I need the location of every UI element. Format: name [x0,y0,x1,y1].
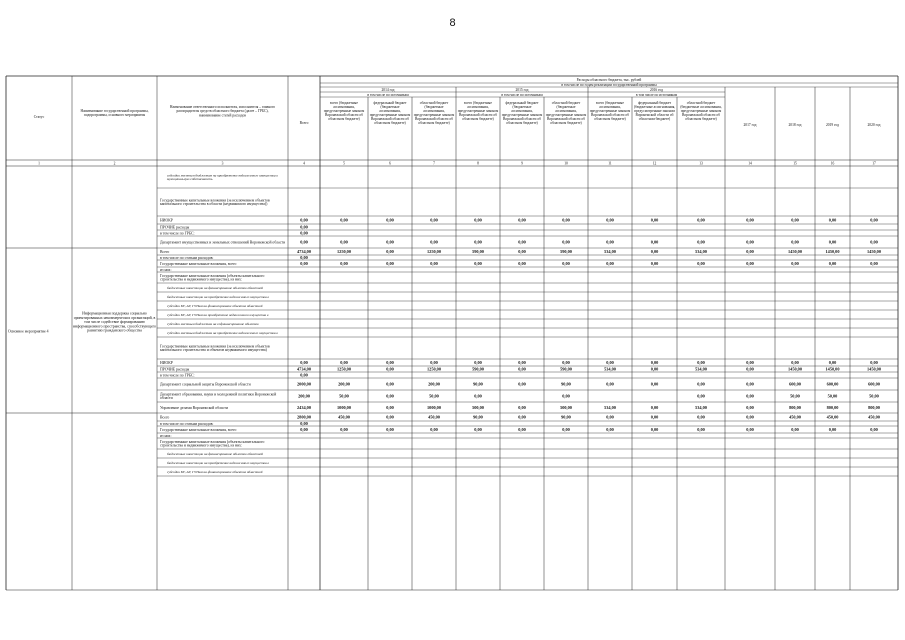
header-col-reg: (бюджетные ассигнования, [680,105,722,109]
cell-value: 0,00 [746,239,754,245]
cell-value: 0,00 [386,261,394,267]
header-funding-sub: в том числе по годам реализации государственной программы [561,83,657,87]
cell-value: 0,00 [606,217,614,223]
cell-value: 0,00 [518,405,526,411]
cell-value: 0,00 [518,360,526,366]
program-label: развитию гражданского общества [87,328,142,333]
cell-value: 0,00 [562,360,570,366]
row-label: Всего [160,415,170,420]
header-col-fed: предусмотренные законом [369,113,411,117]
cell-value: 0,00 [340,217,348,223]
header-program: Наименование государственной программы, [80,109,149,113]
cell-value: 600,00 [826,381,839,387]
cell-value: 0,00 [697,414,705,420]
header-col-all: всего (бюджетные [464,101,492,105]
cell-value: 0,00 [650,249,659,255]
cell-value: 0,00 [746,381,754,387]
header-col-reg: ассигнования, [555,109,577,113]
cell-value: 1450,00 [788,249,802,255]
header-year-2016: 2016 год [650,88,663,92]
cell-value: 0,00 [870,261,878,267]
row-label: субсидии местным бюджетам на приобретение недвижимого имущества в [167,330,278,335]
cell-value: 50,00 [339,393,349,399]
cell-value: 0,00 [474,239,482,245]
cell-value: 0,00 [746,249,754,255]
cell-value: 2434,00 [297,405,311,411]
cell-value: 0,00 [562,217,570,223]
row-label: ПРОЧИЕ расходы [160,225,190,230]
cell-value: 0,00 [791,427,799,433]
header-col-fed: (бюджетные ассигнования, [633,105,676,109]
cell-value: 0,00 [746,261,754,267]
cell-value: 2000,00 [297,381,311,387]
row-label: Государственные капитальные вложения (объекты капитального [160,439,265,444]
cell-value: 0,00 [518,414,526,420]
cell-value: 0,00 [562,427,570,433]
cell-value: 0,00 [300,224,308,230]
column-number: 8 [477,161,479,166]
cell-value: 0,00 [650,381,659,387]
header-executor: наименование статей расходов [199,113,246,118]
row-label: капитального строительства в области (недвижимого имущества)) [160,202,268,207]
header-col-all: предусмотренные законом [589,109,631,113]
cell-value: 90,00 [473,381,483,387]
header-col-reg: Воронежской области об [546,117,586,121]
cell-value: 0,00 [870,239,878,245]
column-number: 2 [113,161,116,166]
header-col-reg: предусмотренные законом [680,109,722,113]
column-number: 14 [748,161,752,166]
cell-value: 0,00 [386,249,394,255]
cell-value: 0,00 [300,261,308,267]
cell-value: 800,00 [789,405,801,411]
header-col-all: предусмотренные законом [457,109,499,113]
cell-value: 0,00 [606,414,614,420]
cell-value: 1450,00 [867,249,881,255]
cell-value: 0,00 [474,427,482,433]
header-col-reg: (бюджетные [424,105,444,109]
cell-value: 0,00 [340,360,348,366]
cell-value: 90,00 [473,414,483,420]
program-label: Информационная поддержка социально [82,311,147,316]
cell-value: 0,00 [386,360,394,366]
cell-value: 0,00 [746,360,754,366]
cell-value: 0,00 [791,261,799,267]
row-label: капитального строительства и объектов недвижимого имущества) [160,348,267,353]
row-label: строительства и недвижимого имущества), из них: [160,277,243,282]
header-program: подпрограммы, основного мероприятия [83,113,146,118]
cell-value: 0,00 [650,405,659,411]
header-total: Всего [299,121,309,125]
cell-value: 0,00 [474,217,482,223]
header-col-fed: (бюджетные [512,105,532,109]
cell-value: 50,00 [790,393,800,399]
row-label: НИОКР [160,218,173,223]
cell-value: 0,00 [650,239,659,245]
row-label: бюджетные инвестиции на финансирование объектов областной [167,451,263,456]
cell-value: 800,00 [826,405,839,411]
row-label: в том числе по ГРБС: [160,373,195,378]
cell-value: 450,00 [826,414,839,420]
cell-value: 1250,00 [427,366,441,372]
column-number: 1 [38,161,40,166]
header-year-2014: 2014 год [381,88,395,92]
cell-value: 0,00 [340,427,348,433]
cell-value: 0,00 [518,217,526,223]
cell-value: 534,00 [604,405,616,411]
cell-value: 0,00 [650,261,659,267]
cell-value: 0,00 [791,360,799,366]
cell-value: 0,00 [518,381,526,387]
cell-value: 590,00 [560,366,572,372]
header-year-2020: 2020 год [867,123,881,127]
cell-value: 500,00 [472,405,484,411]
header-executor: Наименование ответственного исполнителя, исполнителя – главного [169,105,276,109]
header-col-fed: (бюджетные [380,105,400,109]
cell-value: 0,00 [474,261,482,267]
cell-value: 800,00 [868,405,880,411]
cell-value: 2800,00 [297,414,311,420]
cell-value: 0,00 [386,239,394,245]
header-status: Статус [33,115,45,119]
header-col-fed: областном бюджете) [638,117,671,121]
cell-value: 0,00 [828,360,837,366]
cell-value: 0,00 [606,360,614,366]
row-label: в том числе по статьям расходов: [160,255,214,260]
header-col-all: Воронежской области об [590,113,630,117]
row-label: ПРОЧИЕ расходы [160,367,190,372]
cell-value: 1000,00 [427,405,441,411]
row-label: Государственные капитальные вложения (за исключением объектов [160,344,270,349]
header-col-fed: предусмотренные законом [634,109,675,113]
cell-value: 50,00 [827,393,838,399]
cell-value: 0,00 [697,360,705,366]
header-col-fed: Воронежской области об [502,117,542,121]
cell-value: 0,00 [386,414,394,420]
header-col-reg: областном бюджете) [550,121,582,125]
page-number: 8 [449,17,456,29]
row-label: в том числе по ГРБС: [160,231,195,236]
cell-value: 0,00 [386,366,394,372]
header-col-all: ассигнования, [599,105,621,109]
cell-value: 0,00 [430,217,438,223]
header-col-reg: областной бюджет [686,101,716,105]
column-number: 17 [872,161,876,166]
header-col-fed: ассигнования, [379,109,401,113]
header-year-2018: 2018 год [788,123,802,127]
cell-value: 4734,00 [297,366,311,372]
cell-value: 0,00 [518,366,526,372]
row-label: НИОКР [160,360,173,365]
cell-value: 590,00 [560,249,572,255]
header-col-all: предусмотренные законом [323,109,365,113]
cell-value: 0,00 [518,239,526,245]
header-col-reg: предусмотренные законом [545,113,587,117]
cell-value: 0,00 [791,239,799,245]
cell-value: 0,00 [386,217,394,223]
program-label: информационного пространства, способствующего [72,324,157,329]
cell-value: 200,00 [298,393,310,399]
cell-value: 450,00 [338,414,350,420]
cell-value: 0,00 [828,427,837,433]
row-label: области [160,396,173,401]
cell-value: 0,00 [828,261,837,267]
cell-value: 0,00 [606,239,614,245]
program-label: ориентированных некоммерческих организаций, в [73,315,156,320]
cell-value: 0,00 [300,372,308,378]
row-label: Департамент социальной защиты Воронежской области [160,382,251,387]
cell-value: 0,00 [870,217,878,223]
cell-value: 0,00 [430,360,438,366]
cell-value: 0,00 [791,217,799,223]
row-label: субсидии местным бюджетам на приобретение недвижимого имущества в [167,173,278,178]
cell-value: 0,00 [650,414,659,420]
cell-value: 90,00 [561,381,571,387]
column-number: 6 [389,161,391,166]
header-col-fed: федеральный бюджет [505,101,539,105]
cell-value: 0,00 [300,230,308,236]
cell-value: 534,00 [695,405,707,411]
header-col-reg: областной бюджет [551,101,581,105]
header-col-all: областном бюджете) [462,117,494,121]
row-label: муниципальную собственность [167,177,213,182]
row-label: бюджетные инвестиции на приобретение недвижимого имущества в [167,460,270,465]
cell-value: 590,00 [472,249,484,255]
cell-value: 0,00 [650,217,659,223]
row-label: бюджетные инвестиции на приобретение недвижимого имущества в [167,294,270,299]
cell-value: 0,00 [300,421,308,427]
header-col-reg: предусмотренные законом [413,113,455,117]
cell-value: 1000,00 [337,405,351,411]
cell-value: 0,00 [562,393,570,399]
header-col-reg: ассигнования, [423,109,445,113]
cell-value: 200,00 [338,381,350,387]
row-label: Департамент имущественных и земельных отношений Воронежской области [160,240,286,245]
cell-value: 0,00 [746,393,754,399]
cell-value: 0,00 [300,360,308,366]
header-col-fed: ассигнования, [511,109,533,113]
cell-value: 0,00 [697,261,705,267]
cell-value: 534,00 [695,249,707,255]
column-number: 13 [699,161,703,166]
cell-value: 0,00 [697,239,705,245]
cell-value: 90,00 [561,414,571,420]
cell-value: 450,00 [789,414,801,420]
header-col-all: ассигнования, [467,105,489,109]
cell-value: 600,00 [789,381,801,387]
cell-value: 0,00 [386,393,394,399]
cell-value: 200,00 [428,381,440,387]
cell-value: 0,00 [828,239,837,245]
cell-value: 0,00 [746,217,754,223]
cell-value: 1450,00 [867,366,881,372]
header-col-fed: областном бюджете) [374,121,406,125]
cell-value: 0,00 [697,217,705,223]
row-label: из них: [160,433,172,438]
column-number: 3 [221,161,224,166]
header-col-all: областном бюджете) [594,117,626,121]
header-col-reg: областном бюджете) [418,121,450,125]
cell-value: 0,00 [828,217,837,223]
cell-value: 0,00 [430,427,438,433]
cell-value: 0,00 [650,427,659,433]
cell-value: 1250,00 [337,366,351,372]
column-number: 10 [564,161,568,166]
cell-value: 1450,00 [825,366,840,372]
column-number: 9 [521,161,523,166]
row-label: Государственные капитальные вложения (объекты капитального [160,273,265,278]
cell-value: 0,00 [386,381,394,387]
row-label: Государственные капитальные вложения, всего [160,261,237,266]
cell-value: 0,00 [562,261,570,267]
column-number: 4 [303,161,305,166]
cell-value: 0,00 [474,360,482,366]
cell-value: 0,00 [606,261,614,267]
program-label: том числе содействие формированию [84,320,145,325]
header-col-fed: федеральный бюджет [373,101,407,105]
header-col-reg: Воронежской области об [681,113,721,117]
cell-value: 590,00 [472,366,484,372]
cell-value: 0,00 [697,381,705,387]
header-col-fed: областном бюджете) [506,121,538,125]
cell-value: 0,00 [386,427,394,433]
row-label: Департамент образования, науки и молодежной политики Воронежской [160,392,277,397]
header-col-all: Воронежской области об [324,113,364,117]
row-label: в том числе по статьям расходов: [160,421,214,426]
cell-value: 0,00 [518,261,526,267]
header-col-reg: Воронежской области об [414,117,454,121]
header-col-reg: областной бюджет [419,101,449,105]
cell-value: 0,00 [430,239,438,245]
cell-value: 534,00 [604,249,616,255]
column-number: 11 [608,161,612,166]
cell-value: 0,00 [430,261,438,267]
cell-value: 0,00 [300,255,308,261]
row-label: субсидии местным бюджетам на софинансирование объектов [167,321,259,326]
header-col-all: всего (бюджетные [330,101,358,105]
cell-value: 0,00 [300,239,308,245]
column-number: 16 [830,161,835,166]
cell-value: 0,00 [518,249,526,255]
cell-value: 450,00 [868,414,880,420]
cell-value: 0,00 [300,427,308,433]
column-number: 12 [652,161,657,166]
cell-value: 50,00 [869,393,879,399]
header-funding-top: Расходы областного бюджета, тыс. рублей [576,78,642,82]
header-col-fed: Воронежской области об [635,113,674,117]
header-year-2017: 2017 год [743,123,757,127]
header-col-fed: Воронежской области об [370,117,410,121]
header-by-source: в том числе по источникам [367,93,409,97]
cell-value: 0,00 [386,405,394,411]
header-year-2019: 2019 год [826,123,839,127]
column-number: 15 [793,161,797,166]
row-label: субсидии БУ, АУ, ГУПам на финансирование объектов областной [167,303,263,308]
cell-value: 534,00 [695,366,707,372]
header-col-reg: областном бюджете) [685,117,717,121]
cell-value: 0,00 [562,239,570,245]
cell-value: 0,00 [697,393,705,399]
header-col-reg: (бюджетные [556,105,576,109]
cell-value: 0,00 [746,405,754,411]
cell-value: 0,00 [746,427,754,433]
header-col-all: всего (бюджетные [596,101,624,105]
header-col-fed: предусмотренные законом [501,113,543,117]
cell-value: 0,00 [746,414,754,420]
header-year-2015: 2015 год [515,88,529,92]
cell-value: 0,00 [697,427,705,433]
cell-value: 0,00 [650,360,659,366]
header-col-all: Воронежской области об [458,113,498,117]
cell-value: 0,00 [518,427,526,433]
cell-value: 4734,00 [297,249,311,255]
cell-value: 0,00 [650,366,659,372]
header-by-source: в том числе по источникам [635,93,678,97]
cell-value: 0,00 [746,366,754,372]
status-label: Основное мероприятие 4 [8,329,49,334]
header-by-source: в том числе по источникам [501,93,543,97]
column-number: 7 [433,161,435,166]
cell-value: 600,00 [868,381,880,387]
cell-value: 0,00 [870,360,878,366]
cell-value: 0,00 [340,261,348,267]
cell-value: 450,00 [428,414,440,420]
row-label: строительства и недвижимого имущества), из них: [160,443,243,448]
cell-value: 1450,00 [825,249,840,255]
cell-value: 1250,00 [337,249,351,255]
cell-value: 0,00 [606,427,614,433]
cell-value: 500,00 [560,405,572,411]
row-label: Всего [160,249,170,254]
row-label: субсидии БУ, АУ, ГУПам на приобретение недвижимого имущества в [167,312,269,317]
header-executor: распорядителя средств областного бюджета (далее – ГРБС), [176,109,269,114]
column-number: 5 [343,161,345,166]
row-label: Управление делами Воронежской области [160,405,228,410]
cell-value: 0,00 [300,217,308,223]
cell-value: 0,00 [474,393,482,399]
cell-value: 1450,00 [788,366,802,372]
header-col-fed: федеральный бюджет [637,101,672,105]
cell-value: 0,00 [606,381,614,387]
cell-value: 534,00 [604,366,616,372]
row-label: Государственные капитальные вложения, всего [160,427,237,432]
cell-value: 0,00 [340,239,348,245]
header-col-all: ассигнования, [333,105,355,109]
row-label: бюджетные инвестиции на финансирование объектов областной [167,285,263,290]
row-label: Государственные капитальные вложения (за исключением объектов [160,198,270,203]
cell-value: 0,00 [870,427,878,433]
cell-value: 1250,00 [427,249,441,255]
row-label: субсидии БУ, АУ, ГУПам на финансирование объектов областной [167,469,263,474]
cell-value: 50,00 [429,393,439,399]
header-col-all: областном бюджете) [328,117,360,121]
row-label: из них: [160,267,172,272]
